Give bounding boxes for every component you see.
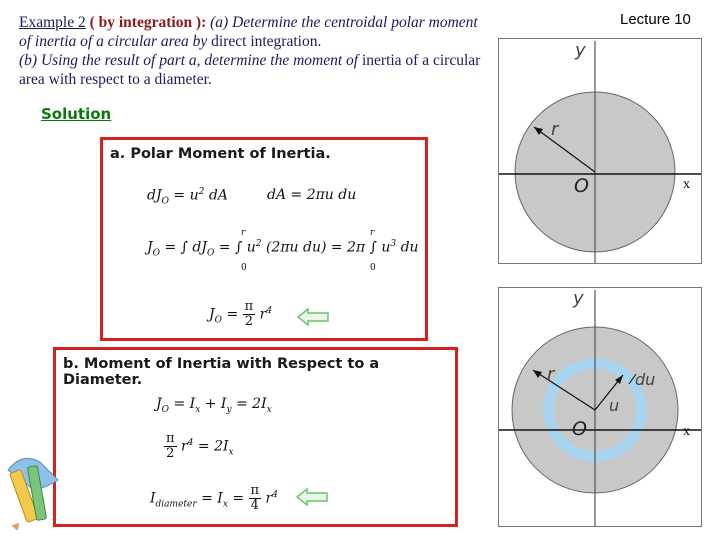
- lim-upper-2: r: [370, 228, 375, 238]
- panel-a-title: a. Polar Moment of Inertia.: [110, 146, 331, 162]
- figure-disk: [498, 38, 702, 264]
- eq-Jo-integral: $J_O$ = ∫ $dJ_O$ = ∫ $u^2$ (2πu du) = 2π ∫ $u^3$ du: [147, 239, 419, 259]
- part-a-prefix: (a) Determine the centroidal polar moment of inertia of a circular area by: [19, 14, 478, 50]
- lecture-label: Lecture 10: [620, 11, 691, 28]
- part-a-suffix: direct integration.: [211, 33, 322, 50]
- lim-lower-1: 0: [241, 263, 247, 273]
- diameter-arrow-icon: [296, 488, 328, 506]
- panel-diameter-moment: [53, 347, 458, 527]
- fig2-x-label: x: [683, 424, 690, 439]
- part-b-suffix: inertia of a circular area with respect to a diameter.: [19, 52, 481, 88]
- part-b-prefix: (b) Using the result of part a, determine the moment of: [19, 52, 359, 69]
- problem-statement: [19, 13, 489, 89]
- fig1-y-label: y: [575, 40, 586, 61]
- fig2-o-label: O: [572, 418, 587, 440]
- fig1-x-label: x: [683, 177, 690, 192]
- example-label: Example 2: [19, 14, 86, 31]
- fig1-r-label: r: [551, 119, 559, 140]
- ring-diagram: [499, 288, 701, 526]
- eq-Jo-result: $J_O$ = $\frac{\pi}{2}$ $r^4$: [209, 299, 273, 329]
- fig2-y-label: y: [573, 288, 584, 309]
- lim-lower-2: 0: [370, 263, 376, 273]
- eq-dA: dA = 2πu du: [267, 187, 357, 203]
- eq-half-pi: $\frac{\pi}{2}$ $r^4 = 2I_x$: [166, 431, 234, 461]
- solution-label: Solution: [41, 105, 112, 123]
- fig1-o-label: O: [574, 175, 589, 197]
- eq-dJo: $dJ_O = u^2$ dA: [147, 187, 228, 207]
- panel-b-title: b. Moment of Inertia with Respect to a Diameter.: [63, 356, 380, 388]
- eq-Jo-sum: $J_O = I_x + I_y = 2I_x$: [156, 396, 272, 415]
- panel-polar-moment: [100, 137, 428, 341]
- fig2-r-label: r: [547, 364, 555, 385]
- pencil-decoration-icon: [0, 440, 70, 530]
- integration-label: ( by integration ):: [89, 14, 207, 31]
- result-arrow-icon: [297, 308, 329, 326]
- lim-upper-1: r: [241, 228, 246, 238]
- fig2-du-label: du: [635, 370, 656, 389]
- figure-disk-ring: [498, 287, 702, 527]
- eq-I-diameter: $I_{diameter} = I_x$ = $\frac{\pi}{4}$ $r^4$: [150, 483, 278, 513]
- disk-diagram: [499, 39, 701, 263]
- fig2-u-label: u: [609, 396, 620, 415]
